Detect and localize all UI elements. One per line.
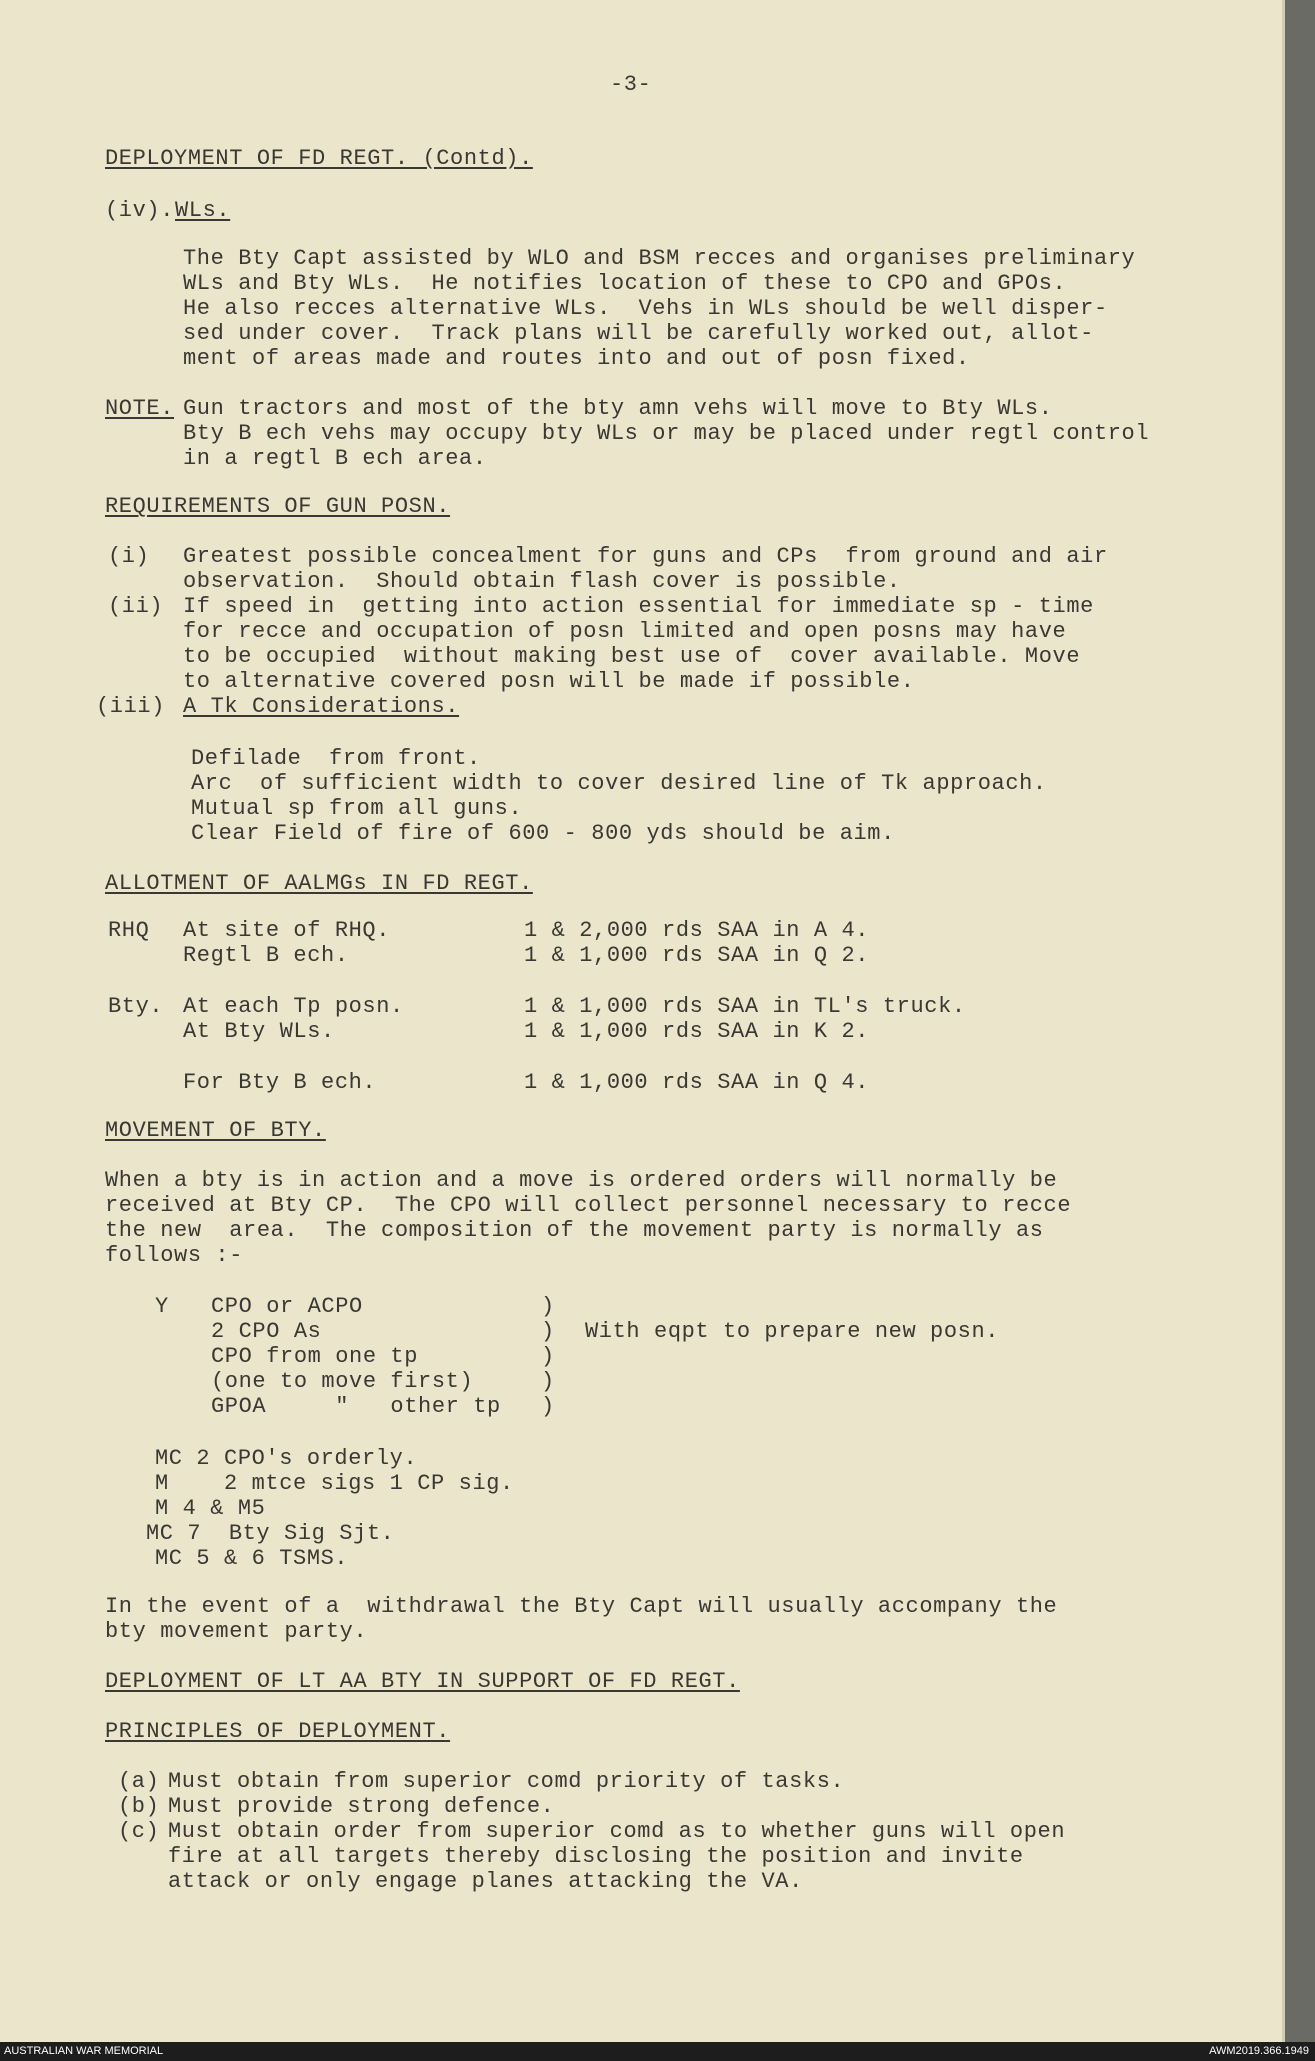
requirement-line: A Tk Considerations. [183, 694, 460, 719]
requirement-line: for recce and occupation of posn limited and open posns may have [183, 619, 1067, 644]
footer-institution: AUSTRALIAN WAR MEMORIAL [4, 2045, 164, 2057]
party-member: CPO from one tp [211, 1344, 419, 1369]
principle-line: Must obtain order from superior comd as to whether guns will open [168, 1819, 1066, 1844]
footer-reference: AWM2019.366.1949 [1209, 2045, 1309, 2057]
requirement-label: (i) [108, 544, 150, 569]
withdrawal-line: bty movement party. [105, 1619, 368, 1644]
note-label: NOTE. [105, 396, 175, 421]
heading-requirements: REQUIREMENTS OF GUN POSN. [105, 494, 451, 519]
heading-allotment: ALLOTMENT OF AALMGs IN FD REGT. [105, 871, 533, 896]
archive-footer [0, 2042, 1315, 2061]
wls-line: sed under cover. Track plans will be carefully worked out, allot- [183, 321, 1094, 346]
allotment-alloc: 1 & 2,000 rds SAA in A 4. [524, 918, 870, 943]
movement-line: the new area. The composition of the movement party is normally as [105, 1218, 1044, 1243]
party-note: With eqpt to prepare new posn. [585, 1319, 1000, 1344]
party-member: GPOA " other tp [211, 1394, 501, 1419]
party-member: (one to move first) [211, 1369, 474, 1394]
allotment-alloc: 1 & 1,000 rds SAA in Q 4. [524, 1070, 870, 1095]
party2-line: M 2 mtce sigs 1 CP sig. [155, 1471, 514, 1496]
party2-line: MC 5 & 6 TSMS. [155, 1546, 349, 1571]
atk-line: Clear Field of fire of 600 - 800 yds should be aim. [191, 821, 895, 846]
party-bracket: ) [541, 1319, 555, 1344]
allotment-group: Bty. [108, 994, 164, 1019]
requirement-label: (iii) [96, 694, 166, 719]
wls-line: He also recces alternative WLs. Vehs in WLs should be well disper- [183, 296, 1108, 321]
party-bracket: ) [541, 1344, 555, 1369]
atk-line: Defilade from front. [191, 746, 481, 771]
principle-label: (c) [118, 1819, 160, 1844]
allotment-site: At site of RHQ. [183, 918, 391, 943]
allotment-site: At Bty WLs. [183, 1019, 335, 1044]
party2-line: MC 2 CPO's orderly. [155, 1446, 418, 1471]
note-line: Bty B ech vehs may occupy bty WLs or may be placed under regtl control [183, 421, 1150, 446]
allotment-site: Regtl B ech. [183, 943, 349, 968]
principle-label: (b) [118, 1794, 160, 1819]
party2-line: MC 7 Bty Sig Sjt. [146, 1521, 395, 1546]
atk-line: Arc of sufficient width to cover desired line of Tk approach. [191, 771, 1047, 796]
wls-label: (iv). [105, 198, 175, 223]
allotment-alloc: 1 & 1,000 rds SAA in Q 2. [524, 943, 870, 968]
page-number: -3- [610, 72, 652, 97]
principle-line: attack or only engage planes attacking the VA. [168, 1869, 803, 1894]
party-bracket: ) [541, 1369, 555, 1394]
allotment-alloc: 1 & 1,000 rds SAA in TL's truck. [524, 994, 966, 1019]
requirement-line: If speed in getting into action essential for immediate sp - time [183, 594, 1094, 619]
heading-principles: PRINCIPLES OF DEPLOYMENT. [105, 1719, 451, 1744]
party-code: Y [155, 1294, 169, 1319]
movement-line: When a bty is in action and a move is ordered orders will normally be [105, 1168, 1058, 1193]
wls-line: ment of areas made and routes into and out of posn fixed. [183, 346, 970, 371]
requirement-label: (ii) [108, 594, 164, 619]
requirement-line: to be occupied without making best use of cover available. Move [183, 644, 1081, 669]
wls-line: WLs and Bty WLs. He notifies location of these to CPO and GPOs. [183, 271, 1067, 296]
heading-movement: MOVEMENT OF BTY. [105, 1118, 326, 1143]
principle-line: Must provide strong defence. [168, 1794, 555, 1819]
party-member: CPO or ACPO [211, 1294, 363, 1319]
note-line: in a regtl B ech area. [183, 446, 487, 471]
movement-line: received at Bty CP. The CPO will collect personnel necessary to recce [105, 1193, 1072, 1218]
wls-title: WLs. [175, 198, 231, 223]
heading-lt-aa: DEPLOYMENT OF LT AA BTY IN SUPPORT OF FD REGT. [105, 1669, 740, 1694]
party-member: 2 CPO As [211, 1319, 322, 1344]
heading-deployment: DEPLOYMENT OF FD REGT. (Contd). [105, 146, 533, 171]
requirement-line: to alternative covered posn will be made if possible. [183, 669, 915, 694]
principle-label: (a) [118, 1769, 160, 1794]
party-bracket: ) [541, 1294, 555, 1319]
withdrawal-line: In the event of a withdrawal the Bty Capt will usually accompany the [105, 1594, 1058, 1619]
requirement-line: observation. Should obtain flash cover is possible. [183, 569, 901, 594]
allotment-group: RHQ [108, 918, 150, 943]
party2-line: M 4 & M5 [155, 1496, 266, 1521]
principle-line: Must obtain from superior comd priority of tasks. [168, 1769, 845, 1794]
party-bracket: ) [541, 1394, 555, 1419]
principle-line: fire at all targets thereby disclosing the position and invite [168, 1844, 1024, 1869]
wls-line: The Bty Capt assisted by WLO and BSM recces and organises preliminary [183, 246, 1136, 271]
movement-line: follows :- [105, 1243, 244, 1268]
allotment-site: At each Tp posn. [183, 994, 404, 1019]
allotment-alloc: 1 & 1,000 rds SAA in K 2. [524, 1019, 870, 1044]
note-line: Gun tractors and most of the bty amn vehs will move to Bty WLs. [183, 396, 1053, 421]
requirement-line: Greatest possible concealment for guns and CPs from ground and air [183, 544, 1108, 569]
allotment-site: For Bty B ech. [183, 1070, 377, 1095]
atk-line: Mutual sp from all guns. [191, 796, 523, 821]
